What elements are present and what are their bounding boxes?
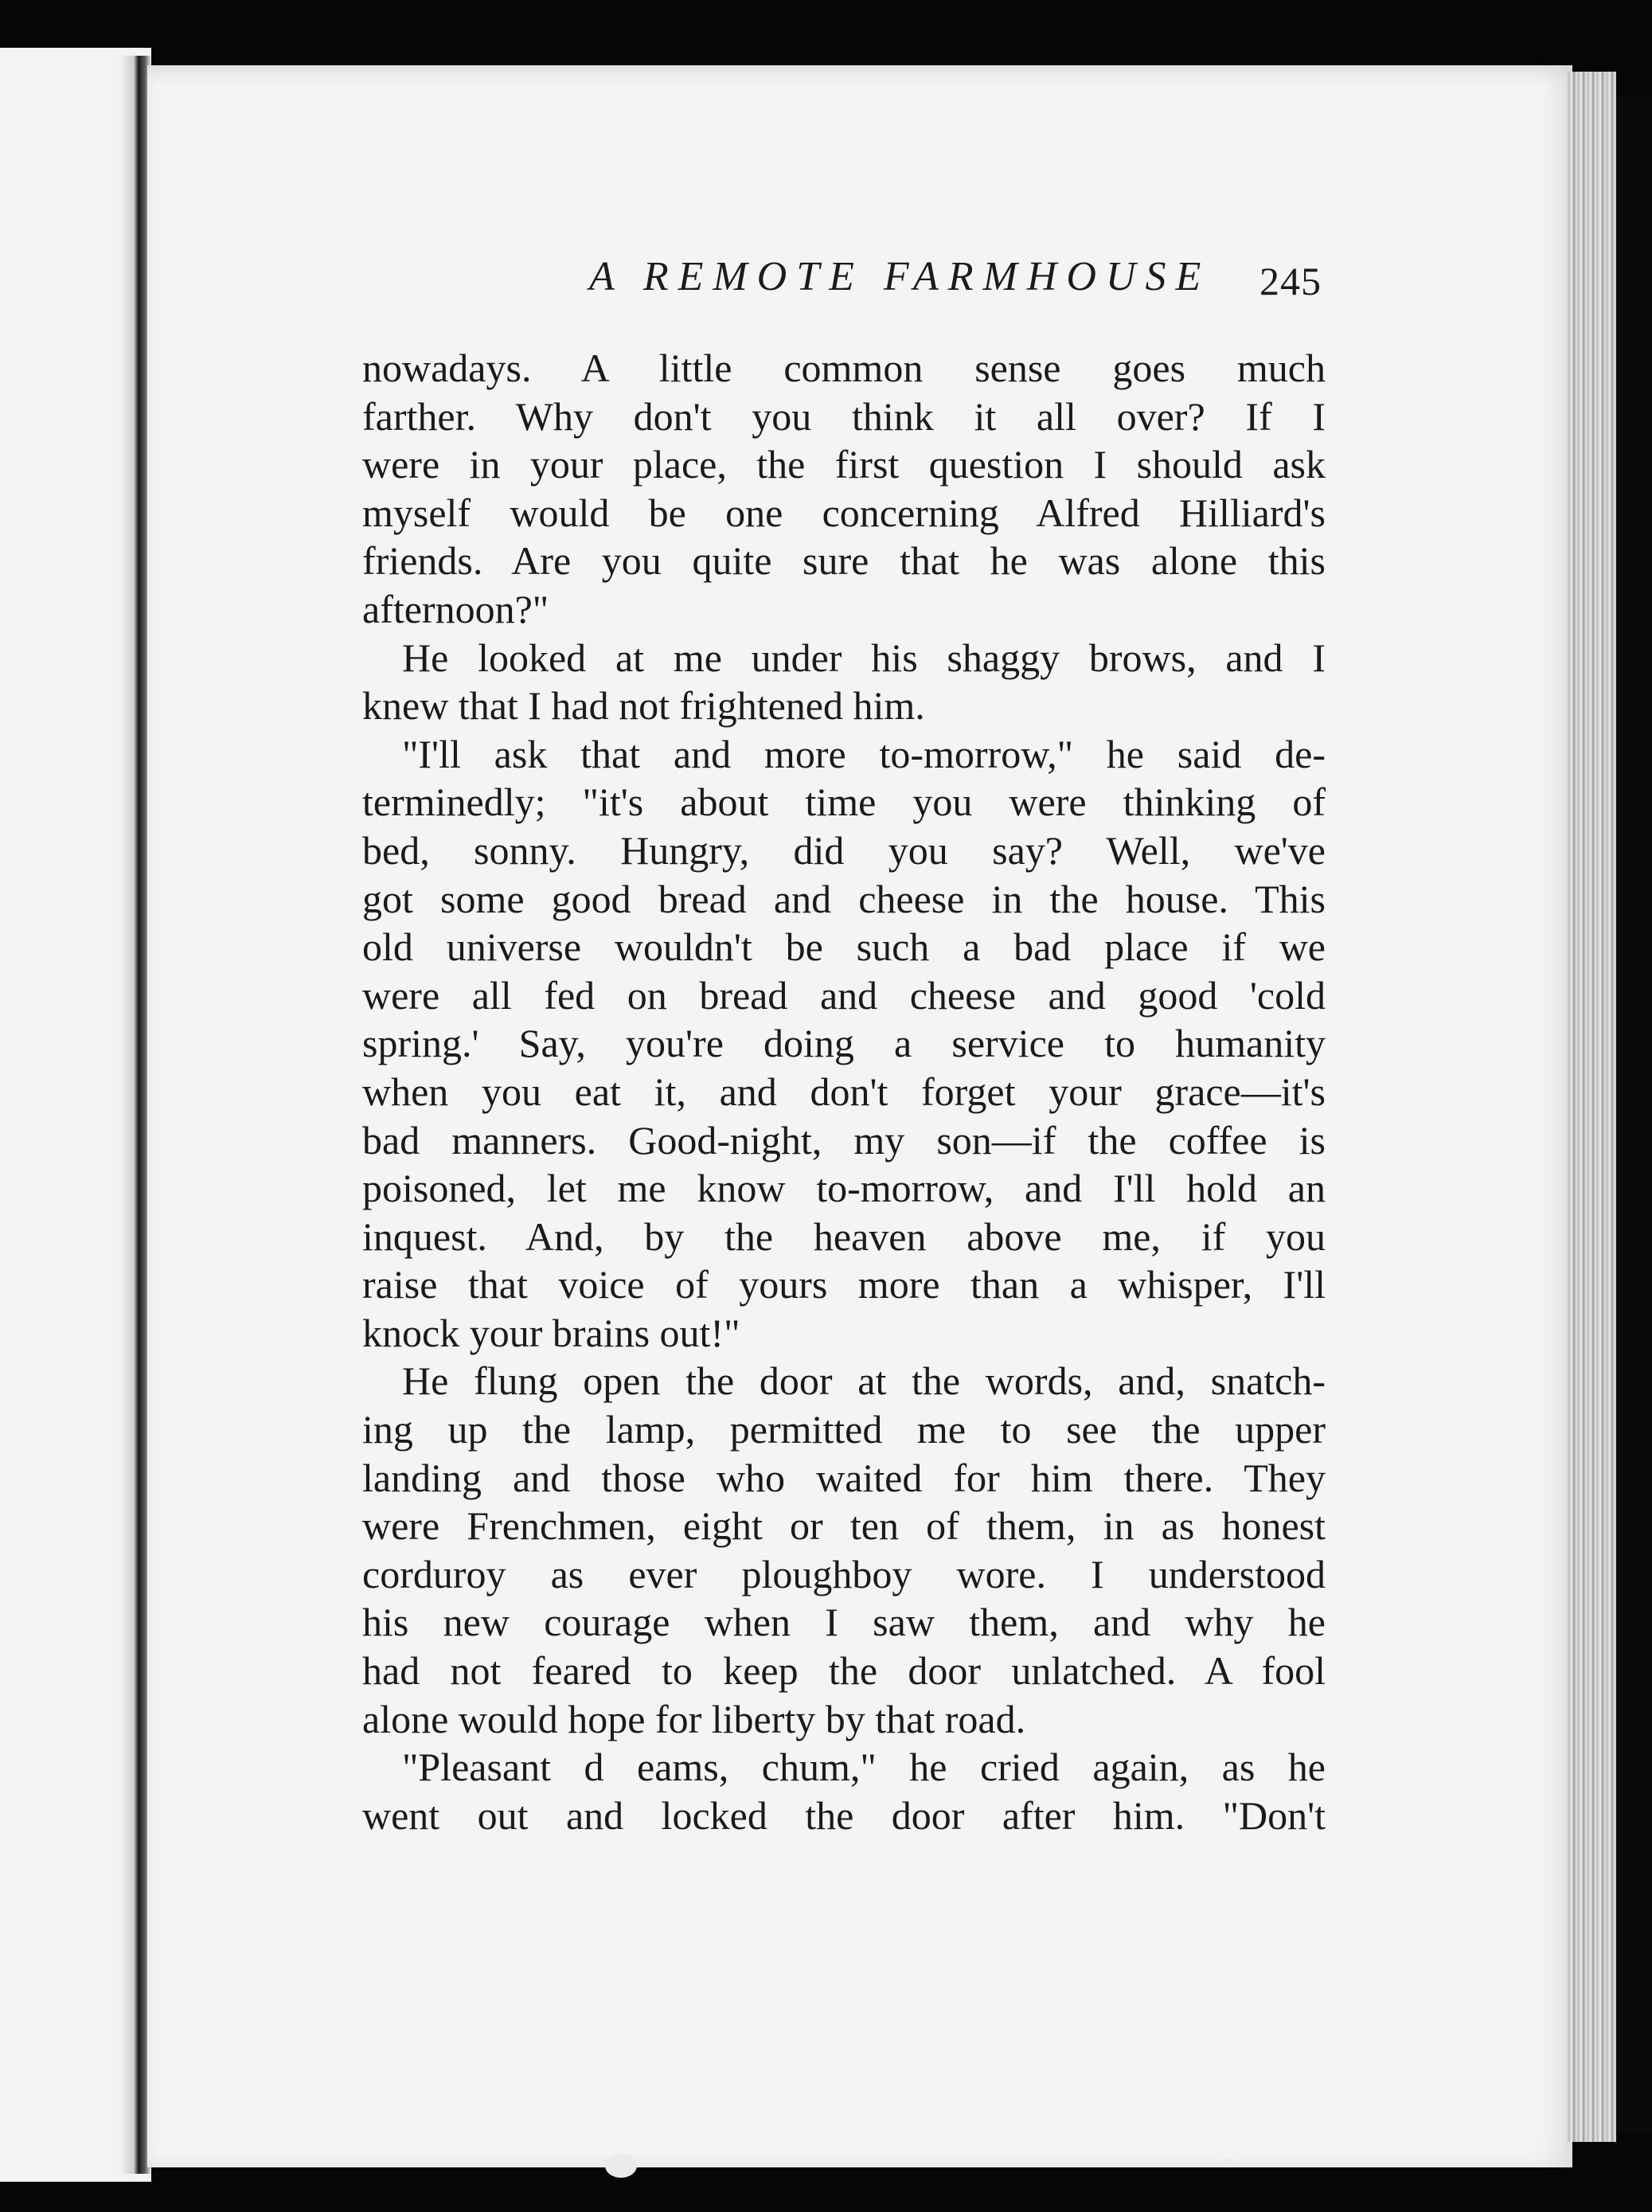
text-line: went out and locked the door after him. "Don't <box>362 1792 1326 1838</box>
text-line: nowadays. A little common sense goes much <box>362 346 1326 390</box>
running-head <box>557 253 1322 309</box>
page-number: 245 <box>1260 259 1322 303</box>
text-line: old universe wouldn't be such a bad place if we <box>362 924 1326 970</box>
text-line: had not feared to keep the door unlatched. A fool <box>362 1648 1326 1694</box>
body-text <box>362 344 1326 1839</box>
text-line: farther. Why don't you think it all over? If I <box>362 393 1326 439</box>
text-line: "Pleasant d eams, chum," he cried again, as he <box>402 1745 1326 1790</box>
scan-border <box>1616 96 1652 2134</box>
text-line: corduroy as ever ploughboy wore. I understood <box>362 1551 1326 1596</box>
text-line: when you eat it, and don't forget your grace—it's <box>362 1069 1326 1114</box>
text-line: bed, sonny. Hungry, did you say? Well, we've <box>362 827 1326 873</box>
text-line: myself would be one concerning Alfred Hilliard's <box>362 490 1326 535</box>
text-line: alone would hope for liberty by that road. <box>362 1696 1026 1741</box>
text-line: friends. Are you quite sure that he was alone this <box>362 538 1326 584</box>
text-line: He flung open the door at the words, and, snatch- <box>402 1358 1326 1404</box>
text-line: ing up the lamp, permitted me to see the upper <box>362 1407 1326 1452</box>
text-line: landing and those who waited for him there. They <box>362 1455 1326 1500</box>
text-line: He looked at me under his shaggy brows, and I <box>402 635 1326 680</box>
running-head-title: A REMOTE FARMHOUSE <box>589 254 1211 299</box>
text-line: were Frenchmen, eight or ten of them, in as honest <box>362 1503 1326 1549</box>
text-line: knew that I had not frightened him. <box>362 683 925 729</box>
page-stack-edge <box>1567 72 1616 2142</box>
text-line: terminedly; "it's about time you were thinking of <box>362 780 1326 825</box>
text-line: poisoned, let me know to-morrow, and I'll hold an <box>362 1166 1326 1211</box>
scan-speck <box>605 2154 637 2178</box>
text-line: afternoon?" <box>362 586 549 631</box>
text-line: were in your place, the first question I should ask <box>362 442 1326 487</box>
text-line: bad manners. Good-night, my son—if the coffee is <box>362 1117 1326 1163</box>
text-line: "I'll ask that and more to-morrow," he said de- <box>402 731 1326 776</box>
book-gutter <box>119 56 151 2174</box>
text-line: spring.' Say, you're doing a service to humanity <box>362 1021 1326 1066</box>
text-line: raise that voice of yours more than a whisper, I'll <box>362 1262 1326 1307</box>
text-line: knock your brains out!" <box>362 1310 740 1355</box>
text-line: got some good bread and cheese in the house. This <box>362 876 1326 921</box>
text-line: his new courage when I saw them, and why he <box>362 1600 1326 1645</box>
text-line: inquest. And, by the heaven above me, if you <box>362 1213 1326 1259</box>
scan-speck <box>1226 2158 1232 2164</box>
text-line: were all fed on bread and cheese and good 'cold <box>362 972 1326 1018</box>
